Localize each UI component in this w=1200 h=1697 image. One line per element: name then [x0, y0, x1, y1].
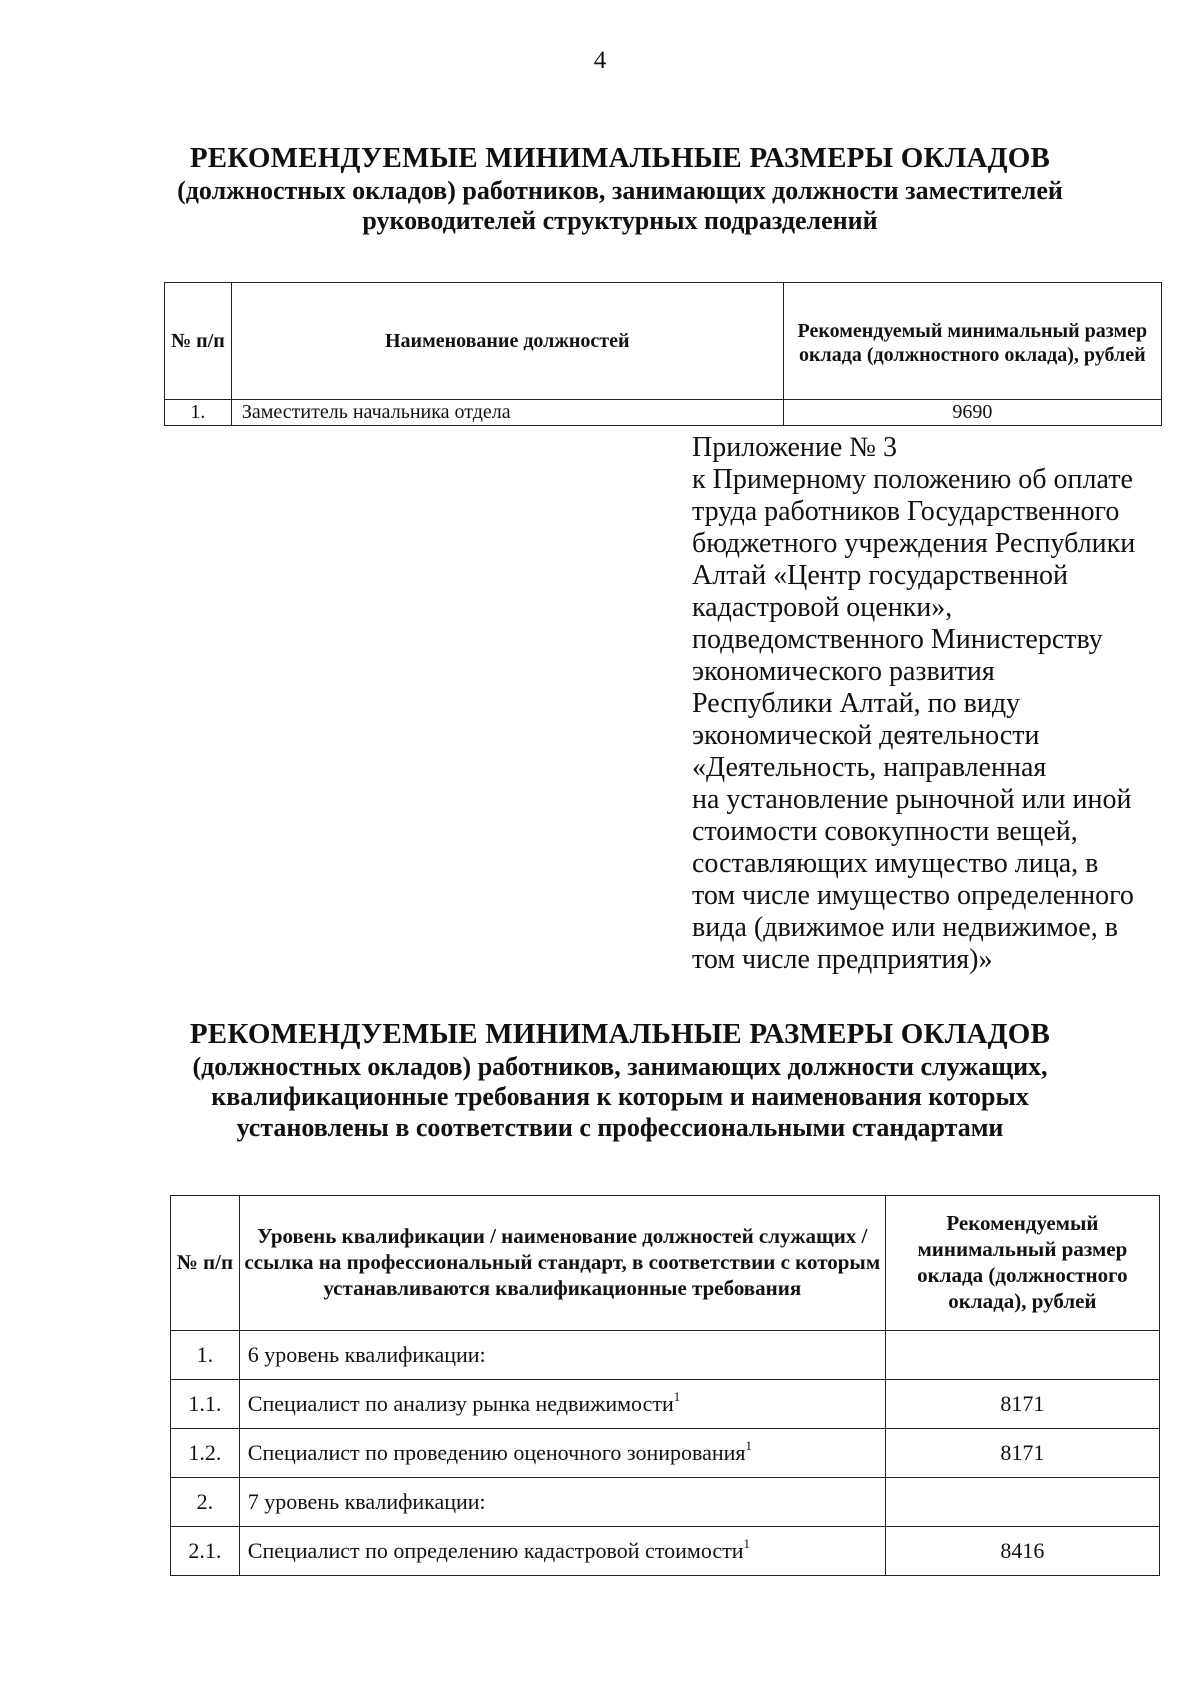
table-row [171, 1429, 1160, 1478]
table-row [171, 1478, 1160, 1527]
section1-title-line: руководителей структурных подразделений [362, 206, 878, 236]
row-salary: 8171 [885, 1429, 1159, 1478]
appendix-line: Алтай «Центр государственной [692, 560, 1068, 591]
row-num: 2. [171, 1478, 240, 1527]
appendix-line: стоимости совокупности вещей, [692, 816, 1078, 847]
row-salary: 9690 [783, 400, 1161, 426]
section2-title-line: установлены в соответствии с профессиональными стандартами [236, 1112, 1004, 1142]
specialist-salary-table [170, 1195, 1160, 1576]
appendix-line: составляющих имущество лица, в [692, 848, 1099, 879]
section2-title-main: РЕКОМЕНДУЕМЫЕ МИНИМАЛЬНЫЕ РАЗМЕРЫ ОКЛАДОВ [189, 1018, 1051, 1050]
table-header-row [165, 283, 1162, 400]
appendix-line: на установление рыночной или иной [692, 784, 1132, 815]
footnote-mark: 1 [743, 1536, 751, 1551]
appendix-line: труда работников Государственного [692, 496, 1120, 527]
row-position [239, 1429, 885, 1478]
header-position: Наименование должностей [231, 283, 783, 400]
row-qualification-level: 6 уровень квалификации: [239, 1331, 885, 1380]
table-row [171, 1380, 1160, 1429]
footnote-mark: 1 [673, 1389, 681, 1404]
row-position: Заместитель начальника отдела [231, 400, 783, 426]
row-salary [885, 1478, 1159, 1527]
section2-title-line: квалификационные требования к которым и наименования которых [211, 1082, 1029, 1112]
deputy-salary-table [164, 282, 1162, 426]
table-row [165, 400, 1162, 426]
row-position [239, 1380, 885, 1429]
appendix-line: том числе предприятия)» [692, 944, 993, 975]
row-num: 1. [171, 1331, 240, 1380]
appendix-line: том числе имущество определенного [692, 880, 1134, 911]
appendix-line: кадастровой оценки», [692, 592, 953, 623]
appendix-line: «Деятельность, направленная [692, 752, 1047, 783]
row-num: 1.1. [171, 1380, 240, 1429]
appendix-line: экономического развития [692, 656, 995, 687]
section1-title [140, 142, 1100, 237]
header-qualification: Уровень квалификации / наименование должностей служащих / ссылка на профессиональный стандарт, в соответствии с которым устанавливаются квалификационные требования [239, 1196, 885, 1331]
page-number: 4 [593, 47, 607, 74]
appendix-line: бюджетного учреждения Республики [692, 528, 1136, 559]
section2-title [140, 1018, 1100, 1143]
position-text: Специалист по анализу рынка недвижимости [247, 1391, 674, 1416]
appendix-line: подведомственного Министерству [692, 624, 1103, 655]
appendix-line: Приложение № 3 [692, 432, 897, 463]
appendix-line: Республики Алтай, по виду [692, 688, 1021, 719]
row-num: 1.2. [171, 1429, 240, 1478]
appendix-line: экономической деятельности [692, 720, 1040, 751]
footnote-mark: 1 [745, 1438, 753, 1453]
row-num: 2.1. [171, 1527, 240, 1576]
table-header-row [171, 1196, 1160, 1331]
section2-title-line: (должностных окладов) работников, занимающих должности служащих, [192, 1051, 1048, 1081]
row-salary: 8416 [885, 1527, 1159, 1576]
appendix-line: к Примерному положению об оплате [692, 464, 1133, 495]
row-num: 1. [165, 400, 232, 426]
row-qualification-level: 7 уровень квалификации: [239, 1478, 885, 1527]
position-text: Специалист по определению кадастровой стоимости [247, 1538, 744, 1563]
header-num: № п/п [165, 283, 232, 400]
table-row [171, 1527, 1160, 1576]
section1-title-main: РЕКОМЕНДУЕМЫЕ МИНИМАЛЬНЫЕ РАЗМЕРЫ ОКЛАДОВ [189, 142, 1051, 174]
row-salary [885, 1331, 1159, 1380]
position-text: Специалист по проведению оценочного зонирования [247, 1440, 746, 1465]
header-salary: Рекомендуемый минимальный размер оклада (должностного оклада), рублей [783, 283, 1161, 400]
header-num: № п/п [171, 1196, 240, 1331]
section1-title-line: (должностных окладов) работников, занимающих должности заместителей [177, 175, 1063, 205]
row-position [239, 1527, 885, 1576]
row-salary: 8171 [885, 1380, 1159, 1429]
header-salary: Рекомендуемый минимальный размер оклада (должностного оклада), рублей [885, 1196, 1159, 1331]
appendix-line: вида (движимое или недвижимое, в [692, 912, 1118, 943]
appendix-caption [692, 432, 1172, 976]
table-row [171, 1331, 1160, 1380]
